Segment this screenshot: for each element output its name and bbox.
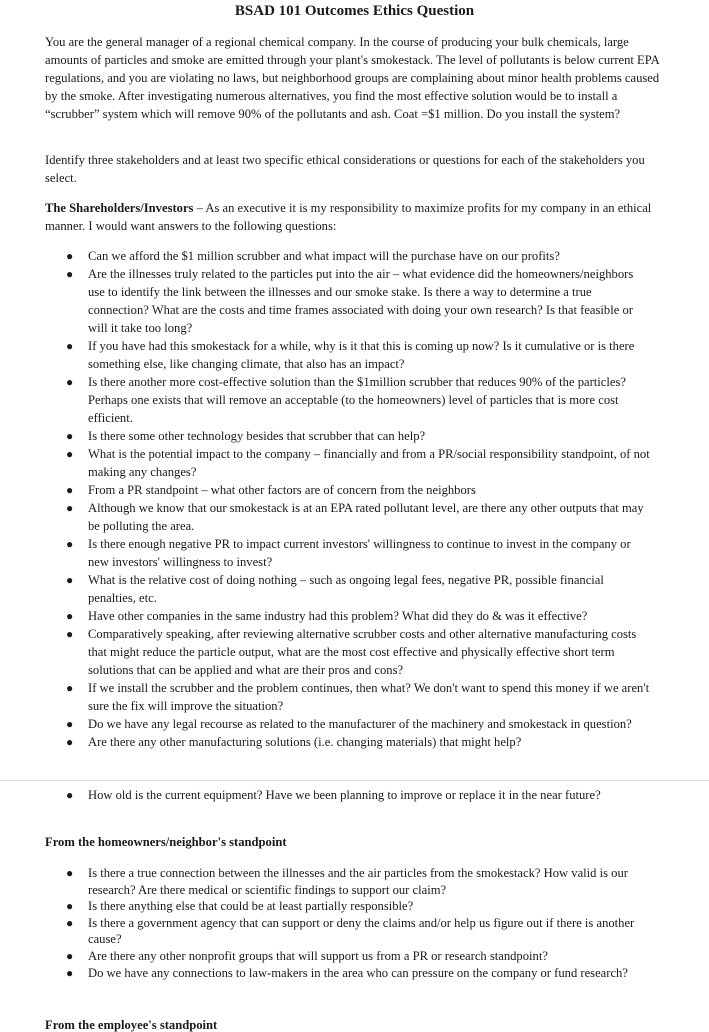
list-item: ● Are there any other nonprofit groups that will support us from a PR or research standpoint? (66, 948, 548, 963)
bullet-icon: ● (66, 447, 74, 461)
shareholders-heading: The Shareholders/Investors (45, 201, 194, 215)
employee-heading-cutoff: From the employee's standpoint (45, 1018, 218, 1032)
list-item: ● If you have had this smokestack for a while, why is it that this is coming up now? Is it cumulative or is there something else, like changing climate, that also has an impact? (66, 339, 635, 371)
bullet-icon: ● (66, 965, 74, 980)
list-item: ● Is there a true connection between the illnesses and the air particles from the smokestack? How valid is our research? Are there medical or scientific findings to support our claim? (66, 866, 628, 897)
list-item: ● Is there another more cost-effective solution than the $1million scrubber that reduces 90% of the particles? Perhaps one exists that will remove an acceptable (to the homeowners) level of particles that is more cost efficient. (66, 375, 626, 425)
list-item: ● Can we afford the $1 million scrubber and what impact will the purchase have on our profits? (66, 249, 560, 263)
bullet-icon: ● (66, 609, 74, 623)
bullet-icon: ● (66, 717, 74, 731)
list-item: ● Are the illnesses truly related to the particles put into the air – what evidence did the homeowners/neighbors use to identify the link between the illnesses and our smoke stake. Is there a way to determine a true connection? What are the costs and time frames associated with doing your own research? Is that feasible or will it take too long? (66, 267, 634, 335)
homeowners-heading: From the homeowners/neighbor's standpoint (45, 835, 287, 849)
page-break-divider (0, 780, 709, 781)
bullet-icon: ● (66, 627, 74, 641)
bullet-icon: ● (66, 866, 74, 880)
bullet-icon: ● (66, 501, 74, 515)
bullet-icon: ● (66, 375, 74, 389)
shareholders-question-list-continued (60, 786, 650, 804)
shareholders-question-list (60, 247, 650, 751)
list-item: ● Is there a government agency that can support or deny the claims and/or help us figure out if there is another cause? (66, 915, 635, 947)
list-item: ● If we install the scrubber and the problem continues, then what? We don't want to spend this money if we aren't sure the fix will improve the situation? (66, 681, 650, 713)
bullet-icon: ● (66, 915, 74, 930)
list-item: ● Do we have any legal recourse as related to the manufacturer of the machinery and smokestack in question? (66, 717, 632, 731)
bullet-icon: ● (66, 249, 74, 263)
list-item: ● Comparatively speaking, after reviewing alternative scrubber costs and other alternative manufacturing costs that might reduce the particle output, what are the most cost effective and physically effective short term solutions that can be applied and what are their pros and cons? (66, 627, 637, 677)
list-item: ● Are there any other manufacturing solutions (i.e. changing materials) that might help? (66, 735, 522, 749)
shareholders-intro-text: – As an executive it is my responsibility to maximize profits for my company in an ethical manner. I would want answers to the following questions: (45, 201, 652, 233)
list-item: ● Although we know that our smokestack is at an EPA rated pollutant level, are there any other outputs that may be polluting the area. (66, 501, 644, 533)
bullet-icon: ● (66, 573, 74, 587)
bullet-icon: ● (66, 483, 74, 497)
scenario-paragraph: You are the general manager of a regional chemical company. In the course of producing your bulk chemicals, large amounts of particles and smoke are emitted through your plant's smokestack. The level of pollutants is below current EPA regulations, and you are violating no laws, but neighborhood groups are complaining about minor health problems caused by the smoke. After investigating numerous alternatives, you find the most effective solution would be to install a “scrubber” system which will remove 90% of the pollutants and ash. Coat =$1 million. Do you install the system? (45, 35, 660, 121)
list-item: ● Is there anything else that could be at least partially responsible? (66, 899, 414, 914)
homeowners-question-list (60, 865, 650, 981)
bullet-icon: ● (66, 735, 74, 749)
list-item: ● Do we have any connections to law-makers in the area who can pressure on the company or fund research? (66, 965, 628, 980)
list-item: ● How old is the current equipment? Have we been planning to improve or replace it in the near future? (66, 788, 601, 802)
bullet-icon: ● (66, 681, 74, 695)
bullet-icon: ● (66, 429, 74, 443)
bullet-icon: ● (66, 788, 74, 802)
instruction-paragraph: Identify three stakeholders and at least two specific ethical considerations or questions for each of the stakeholders you select. (45, 153, 645, 185)
bullet-icon: ● (66, 267, 74, 281)
list-item: ● From a PR standpoint – what other factors are of concern from the neighbors (66, 483, 476, 497)
list-item: ● What is the potential impact to the company – financially and from a PR/social responsibility standpoint, of not making any changes? (66, 447, 650, 479)
bullet-icon: ● (66, 899, 74, 914)
document-title: BSAD 101 Outcomes Ethics Question (234, 3, 475, 19)
shareholders-intro (45, 199, 665, 235)
bullet-icon: ● (66, 537, 74, 551)
bullet-icon: ● (66, 339, 74, 353)
list-item: ● What is the relative cost of doing nothing – such as ongoing legal fees, negative PR, possible financial penalties, etc. (66, 573, 604, 605)
list-item: ● Is there enough negative PR to impact current investors' willingness to continue to invest in the company or new investors' willingness to invest? (66, 537, 631, 569)
list-item: ● Is there some other technology besides that scrubber that can help? (66, 429, 426, 443)
bullet-icon: ● (66, 948, 74, 963)
list-item: ● Have other companies in the same industry had this problem? What did they do & was it effective? (66, 609, 588, 623)
